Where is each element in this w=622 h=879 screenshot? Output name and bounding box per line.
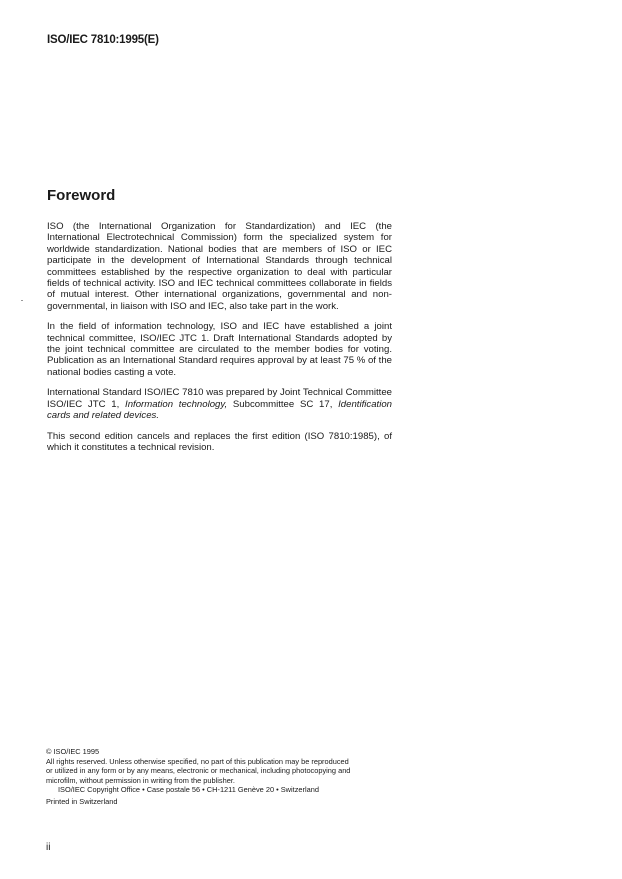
scan-artifact <box>21 300 23 301</box>
foreword-paragraph-4: This second edition cancels and replaces the first edition (ISO 7810:1985), of which it constitutes a technical revision. <box>47 430 392 453</box>
rights-line-1: All rights reserved. Unless otherwise specified, no part of this publication may be reproduced <box>46 756 349 766</box>
foreword-paragraph-3 <box>47 387 392 421</box>
rights-line-2: or utilized in any form or by any means, electronic or mechanical, including photocopying and <box>46 766 351 776</box>
foreword-paragraph-2: In the field of information technology, ISO and IEC have established a joint technical committee, ISO/IEC JTC 1. Draft International Standards adopted by the joint technical committee are circulated to the member bodies for voting. Publication as an International Standard requires approval by at least 75 % of the national bodies casting a vote. <box>47 321 392 378</box>
document-identifier: ISO/IEC 7810:1995(E) <box>47 34 159 46</box>
rights-line-3: microfilm, without permission in writing from the publisher. <box>46 775 235 785</box>
paragraph-3-text-start: International Standard ISO/IEC 7810 was prepared by Joint Technical Committee ISO/IEC JTC 1, <box>47 387 392 410</box>
page-number: ii <box>46 842 51 853</box>
foreword-body <box>47 221 392 462</box>
foreword-paragraph-1: ISO (the International Organization for Standardization) and IEC (the International Electrotechnical Commission) form the specialized system for worldwide standardization. National bodies that are members of ISO or IEC participate in the development of International Standards through technical committees established by the respective organization to deal with particular fields of technical activity. ISO and IEC technical committees collaborate in fields of mutual interest. Other international organizations, governmental and non-governmental, in liaison with ISO and IEC, also take part in the work. <box>47 221 392 312</box>
printed-in: Printed in Switzerland <box>46 796 118 806</box>
paragraph-3-italic-sc: Identification cards and related devices. <box>47 398 392 422</box>
copyright-office-address: ISO/IEC Copyright Office • Case postale 56 • CH-1211 Genève 20 • Switzerland <box>58 785 319 795</box>
paragraph-3-italic-jtc: Information technology, <box>125 398 228 410</box>
copyright-line: © ISO/IEC 1995 <box>46 747 100 756</box>
paragraph-3-text-middle: Subcommittee SC 17, <box>227 398 339 410</box>
foreword-heading: Foreword <box>47 187 116 204</box>
copyright-notice <box>46 747 394 807</box>
